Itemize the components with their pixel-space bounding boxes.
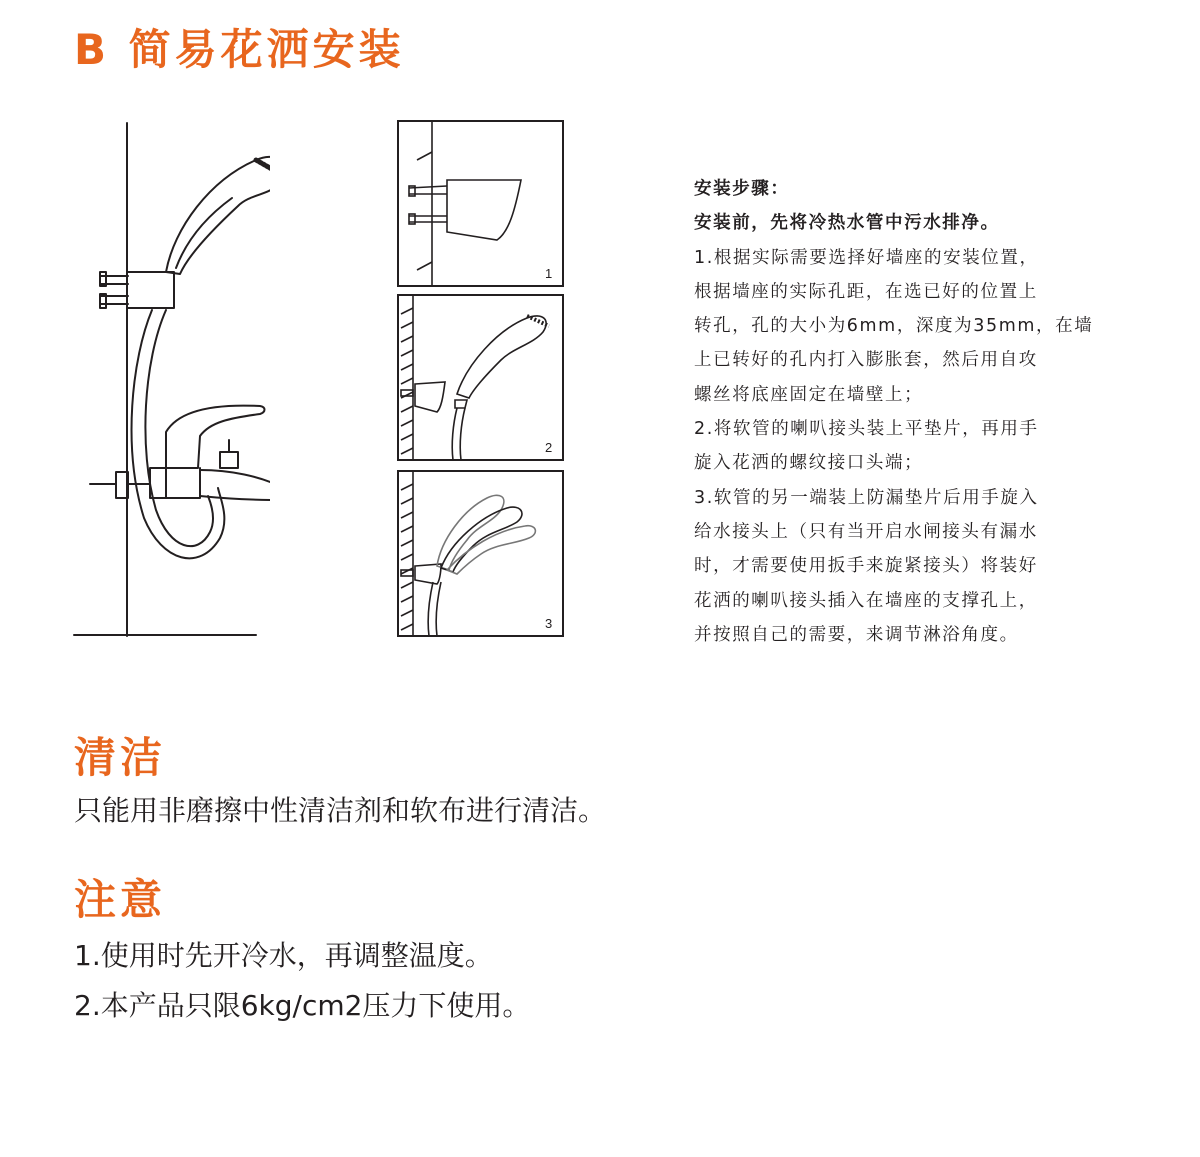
step-line: 3.软管的另一端装上防漏垫片后用手旋入 bbox=[694, 487, 1039, 508]
step-line: 根据墙座的实际孔距，在选已好的位置上 bbox=[694, 281, 1038, 302]
installation-steps bbox=[694, 172, 1134, 652]
steps-intro: 安装前，先将冷热水管中污水排净。 bbox=[694, 213, 1000, 234]
mixer-body bbox=[166, 406, 265, 468]
panel-number: 1 bbox=[545, 266, 553, 281]
cleaning-heading: 清洁 bbox=[74, 733, 167, 782]
step-line: 花洒的喇叭接头插入在墙座的支撑孔上， bbox=[694, 590, 1038, 611]
notice-item: 1.使用时先开冷水，再调整温度。 bbox=[74, 939, 493, 972]
panel-number: 2 bbox=[545, 440, 553, 455]
step-3-panel bbox=[397, 470, 565, 638]
wall-base-mount bbox=[447, 180, 521, 240]
step-line: 上已转好的孔内打入膨胀套，然后用自攻 bbox=[694, 350, 1038, 371]
step-1-panel bbox=[397, 120, 565, 288]
handshower bbox=[457, 316, 546, 398]
step-line: 2.将软管的喇叭接头装上平垫片，再用手 bbox=[694, 419, 1039, 440]
step-line: 旋入花洒的螺纹接口头端； bbox=[694, 453, 924, 474]
cleaning-text: 只能用非磨擦中性清洁剂和软布进行清洁。 bbox=[74, 794, 607, 827]
step-line: 并按照自己的需要，来调节淋浴角度。 bbox=[694, 624, 1019, 645]
wall-holder bbox=[128, 272, 174, 308]
step-line: 转孔，孔的大小为6mm，深度为35mm，在墙 bbox=[694, 316, 1094, 337]
wall-holder bbox=[415, 564, 441, 584]
page-title: B 简易花洒安装 bbox=[74, 25, 405, 74]
step-line: 给水接头上（只有当开启水闸接头有漏水 bbox=[694, 521, 1038, 542]
step-line: 螺丝将底座固定在墙壁上； bbox=[694, 384, 924, 405]
steps-heading: 安装步骤： bbox=[694, 179, 790, 199]
notice-item: 2.本产品只限6kg/cm2压力下使用。 bbox=[74, 989, 531, 1022]
wall-holder bbox=[415, 382, 445, 412]
step-line: 1.根据实际需要选择好墙座的安装位置， bbox=[694, 247, 1039, 268]
step-2-panel bbox=[397, 294, 565, 462]
panel-number: 3 bbox=[545, 616, 553, 631]
main-install-illustration bbox=[70, 118, 270, 640]
notice-heading: 注意 bbox=[74, 875, 167, 924]
step-line: 时，才需要使用扳手来旋紧接头）将装好 bbox=[694, 556, 1038, 577]
handshower-position-2 bbox=[441, 507, 522, 572]
